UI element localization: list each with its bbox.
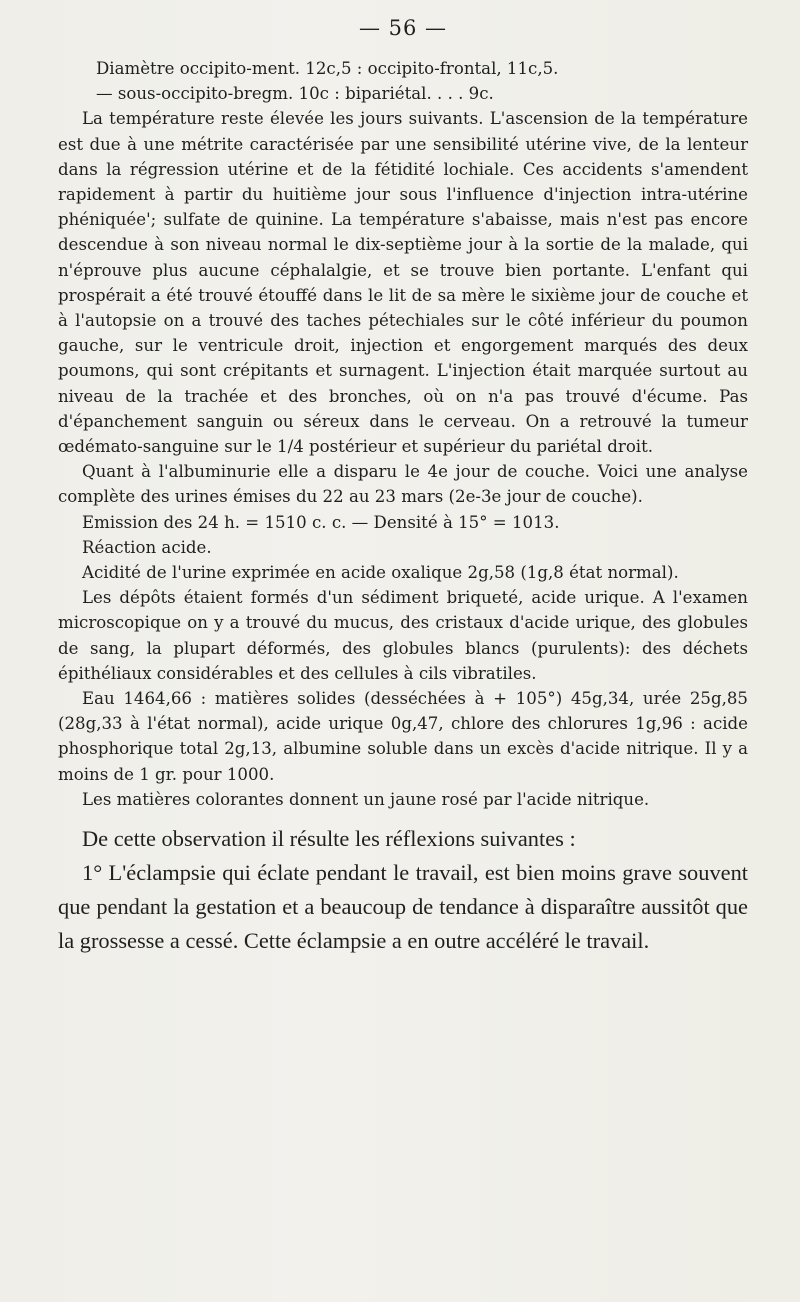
paragraph-deposits: Les dépôts étaient formés d'un sédiment briqueté, acide urique. A l'examen microscopique on y a trouvé du mucus, des cristaux d'acide urique, des globules de sang, la plupart déformés, des globules blancs (purulents): des déchets épithéliaux considérables et des cellules à cils vibratiles. [58,588,748,683]
paragraph-emission: Emission des 24 h. = 1510 c. c. — Densité à 15° = 1013. [82,512,560,532]
paragraph-water: Eau 1464,66 : matières solides (desséchées à + 105°) 45g,34, urée 25g,85 (28g,33 à l'état normal), acide urique 0g,47, chlore des chlorures 1g,96 : acide phosphorique total 2g,13, albumine soluble dans un excès d'acide nitrique. Il y a moins de 1 gr. pour 1000. [58,689,748,784]
page-number: — 56 — [358,16,448,40]
paragraph-temperature: La température reste élevée les jours suivants. L'ascension de la température est due à une métrite caractérisée par une sensibilité utérine vive, de la lenteur dans la régression utérine et de la fétidité lochiale. Ces accidents s'amendent rapidement à partir du huitième jour sous l'influence d'injection intra-utérine phéniquée'; sulfate de quinine. La température s'abaisse, mais n'est pas encore descendue à son niveau normal le dix-septième jour à la sortie de la malade, qui n'éprouve plus aucune céphalalgie, et se trouve bien portante. L'enfant qui prospérait a été trouvé étouffé dans le lit de sa mère le sixième jour de couche et à l'autopsie on a trouvé des taches pétechiales sur le côté inférieur du poumon gauche, sur le ventricule droit, injection et engorgement marqués des deux poumons, qui sont crépitants et surnagent. L'injection était marquée surtout au niveau de la trachée et des bronches, où on n'a pas trouvé d'écume. Pas d'épanchement sanguin ou séreux dans le cerveau. On a retrouvé la tumeur œdémato-sanguine sur le 1/4 postérieur et supérieur du pariétal droit. [58,109,748,457]
measurement-line-1: Diamètre occipito-ment. 12c,5 : occipito-frontal, 11c,5. [96,59,559,78]
conclusion-item-1: 1° L'éclampsie qui éclate pendant le travail, est bien moins grave souvent que pendant la gestation et a beaucoup de tendance à disparaître aussitôt que la grossesse a cessé. Cette éclampsie a en outre accéléré le travail. [58,860,748,954]
paragraph-colorants: Les matières colorantes donnent un jaune rosé par l'acide nitrique. [82,789,650,809]
conclusion-intro: De cette observation il résulte les réflexions suivantes : [82,826,576,852]
measurement-line-2: — sous-occipito-bregm. 10c : bipariétal. . . . 9c. [96,84,494,104]
paragraph-reaction: Réaction acide. [82,537,212,557]
paragraph-albuminuria: Quant à l'albuminurie elle a disparu le 4e jour de couche. Voici une analyse complète des urines émises du 22 au 23 mars (2e-3e jour de couche). [58,462,748,507]
paragraph-acidity: Acidité de l'urine exprimée en acide oxalique 2g,58 (1g,8 état normal). [82,563,679,583]
